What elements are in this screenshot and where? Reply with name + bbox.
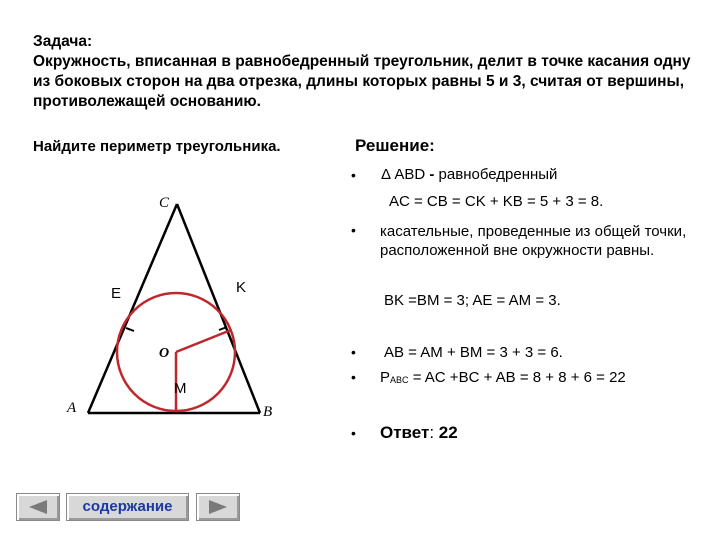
- label-o: O: [159, 346, 170, 361]
- answer-colon: :: [429, 423, 439, 442]
- next-button[interactable]: [196, 493, 240, 521]
- question-text: Найдите периметр треугольника.: [33, 138, 281, 155]
- solution-eq-1: AC = CB = CK + KB = 5 + 3 = 8.: [389, 193, 604, 210]
- bullet-4: •: [351, 369, 356, 385]
- isosceles-word: равнобедренный: [438, 166, 558, 183]
- perimeter-equation: = AC +BC + AB = 8 + 8 + 6 = 22: [408, 369, 626, 386]
- solution-line-2: касательные, проведенные из общей точки, расположенной вне окружности равны.: [380, 223, 687, 259]
- label-e: E: [111, 285, 122, 302]
- bullet-1: •: [351, 167, 356, 183]
- arrow-right-icon: [207, 499, 229, 515]
- solution-eq-2: BK =BM = 3; AE = AM = 3.: [384, 292, 561, 309]
- bullet-2: •: [351, 222, 356, 238]
- problem-heading: Задача:: [33, 33, 93, 50]
- bullet-3: •: [351, 344, 356, 360]
- answer-label: Ответ: [380, 423, 430, 442]
- label-b: B: [263, 404, 273, 420]
- triangle-side-cb: [177, 204, 260, 413]
- perimeter-symbol: P: [380, 369, 391, 386]
- solution-title: Решение:: [355, 136, 435, 155]
- prev-button[interactable]: [16, 493, 60, 521]
- dash: -: [425, 166, 439, 183]
- tick-mark-ac: [126, 328, 134, 331]
- radius-ok: [176, 330, 231, 352]
- triangle-side-ac: [88, 204, 177, 413]
- label-m: M: [174, 380, 187, 397]
- label-k: K: [236, 279, 247, 296]
- contents-button[interactable]: содержание: [66, 493, 189, 521]
- solution-eq-4: [380, 368, 626, 390]
- solution-eq-3: AB = AM + BM = 3 + 3 = 6.: [384, 344, 563, 361]
- triangle-figure: [60, 185, 300, 425]
- label-a: A: [67, 400, 77, 416]
- problem-text: Окружность, вписанная в равнобедренный треугольник, делит в точке касания одну из боковых сторон на два отрезка, длины которых равны 5 и 3, считая от вершины, противолежащей основанию.: [33, 53, 691, 110]
- solution-line-1: [381, 165, 557, 184]
- problem-statement: [33, 32, 703, 112]
- answer-value: 22: [438, 423, 458, 442]
- perimeter-subscript: ABC: [390, 375, 409, 385]
- answer-line: [380, 423, 458, 442]
- triangle-name: Δ ABD: [381, 166, 426, 183]
- bullet-5: •: [351, 425, 356, 441]
- label-c: C: [159, 195, 170, 211]
- arrow-left-icon: [27, 499, 49, 515]
